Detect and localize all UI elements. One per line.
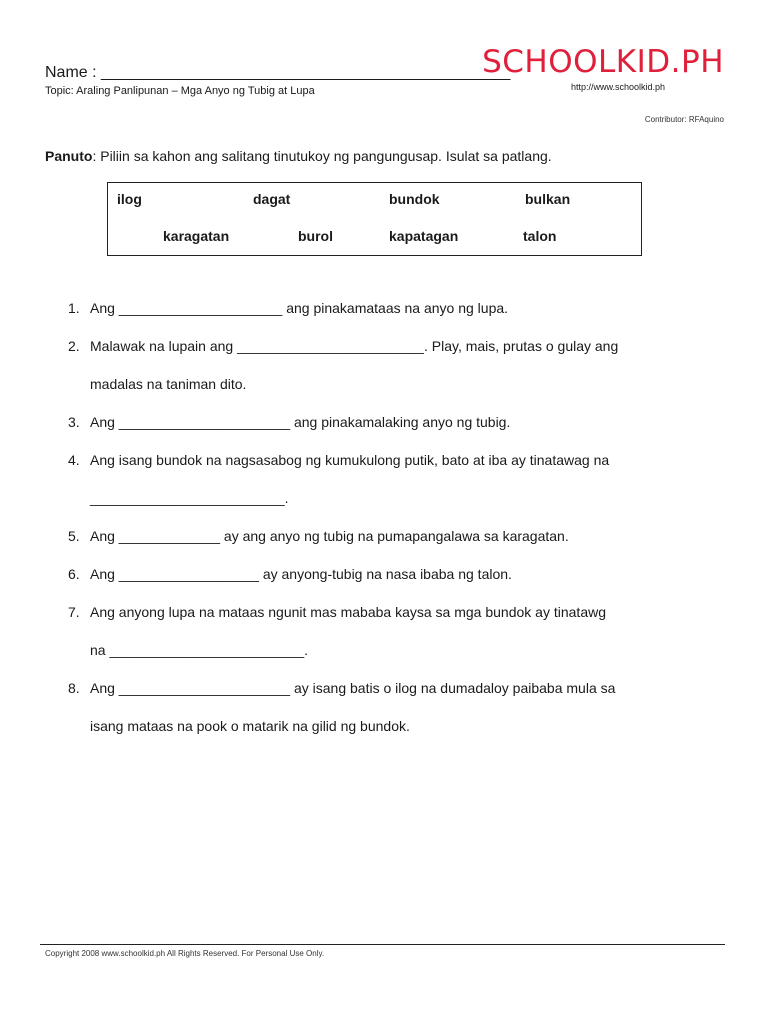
word-bank-item: karagatan xyxy=(163,228,230,244)
word-bank-item: kapatagan xyxy=(389,228,459,244)
question-number: 3. xyxy=(68,414,80,430)
topic-text: Topic: Araling Panlipunan – Mga Anyo ng Tubig at Lupa xyxy=(45,85,315,97)
question-text: Ang _____________ ay ang anyo ng tubig na pumapangalawa sa karagatan. xyxy=(90,528,569,544)
word-bank-item: dagat xyxy=(253,191,291,207)
question-text: Malawak na lupain ang ________________________. Play, mais, prutas o gulay ang xyxy=(90,338,619,354)
question-number: 8. xyxy=(68,680,80,696)
question-text: Ang ______________________ ay isang batis o ilog na dumadaloy paibaba mula sa xyxy=(90,680,616,696)
word-bank-item: bulkan xyxy=(525,191,571,207)
question-number: 6. xyxy=(68,566,80,582)
question-number: 4. xyxy=(68,452,80,468)
question-2-continued: madalas na taniman dito. xyxy=(90,376,247,392)
word-bank-item: talon xyxy=(523,228,557,244)
question-text: Ang anyong lupa na mataas ngunit mas mababa kaysa sa mga bundok ay tinatawg xyxy=(90,604,606,620)
question-6 xyxy=(68,566,512,582)
question-5 xyxy=(68,528,569,544)
question-number: 2. xyxy=(68,338,80,354)
question-8-continued: isang mataas na pook o matarik na gilid ng bundok. xyxy=(90,718,410,734)
question-number: 5. xyxy=(68,528,80,544)
copyright-footer: Copyright 2008 www.schoolkid.ph All Rights Reserved. For Personal Use Only. xyxy=(45,949,325,958)
word-bank-item: burol xyxy=(298,228,333,244)
contributor-credit: Contributor: RFAquino xyxy=(644,115,724,124)
word-bank-item: ilog xyxy=(117,191,142,207)
footer-divider xyxy=(40,944,725,945)
question-1 xyxy=(68,300,509,316)
instructions-label: Panuto xyxy=(45,148,93,164)
question-number: 7. xyxy=(68,604,80,620)
question-text: Ang __________________ ay anyong-tubig na nasa ibaba ng talon. xyxy=(90,566,512,582)
question-text: Ang isang bundok na nagsasabog ng kumukulong putik, bato at iba ay tinatawag na xyxy=(90,452,610,468)
question-number: 1. xyxy=(68,300,80,316)
word-bank-item: bundok xyxy=(389,191,440,207)
question-text: Ang ______________________ ang pinakamalaking anyo ng tubig. xyxy=(90,414,511,430)
schoolkid-logo: SCHOOLKID.PH xyxy=(482,44,724,80)
question-4-continued: _________________________. xyxy=(90,490,289,506)
word-bank-box xyxy=(107,182,642,256)
question-3 xyxy=(68,414,511,430)
site-url: http://www.schoolkid.ph xyxy=(571,82,666,92)
name-field-label: Name : ______________________________________________ xyxy=(45,64,511,81)
instructions-text: : Piliin sa kahon ang salitang tinutukoy ng pangungusap. Isulat sa patlang. xyxy=(92,148,552,164)
question-8 xyxy=(68,680,616,696)
instructions xyxy=(45,148,552,164)
question-7 xyxy=(68,604,606,620)
question-text: Ang _____________________ ang pinakamataas na anyo ng lupa. xyxy=(90,300,509,316)
question-7-continued: na _________________________. xyxy=(90,642,309,658)
question-4 xyxy=(68,452,610,468)
question-2 xyxy=(68,338,619,354)
